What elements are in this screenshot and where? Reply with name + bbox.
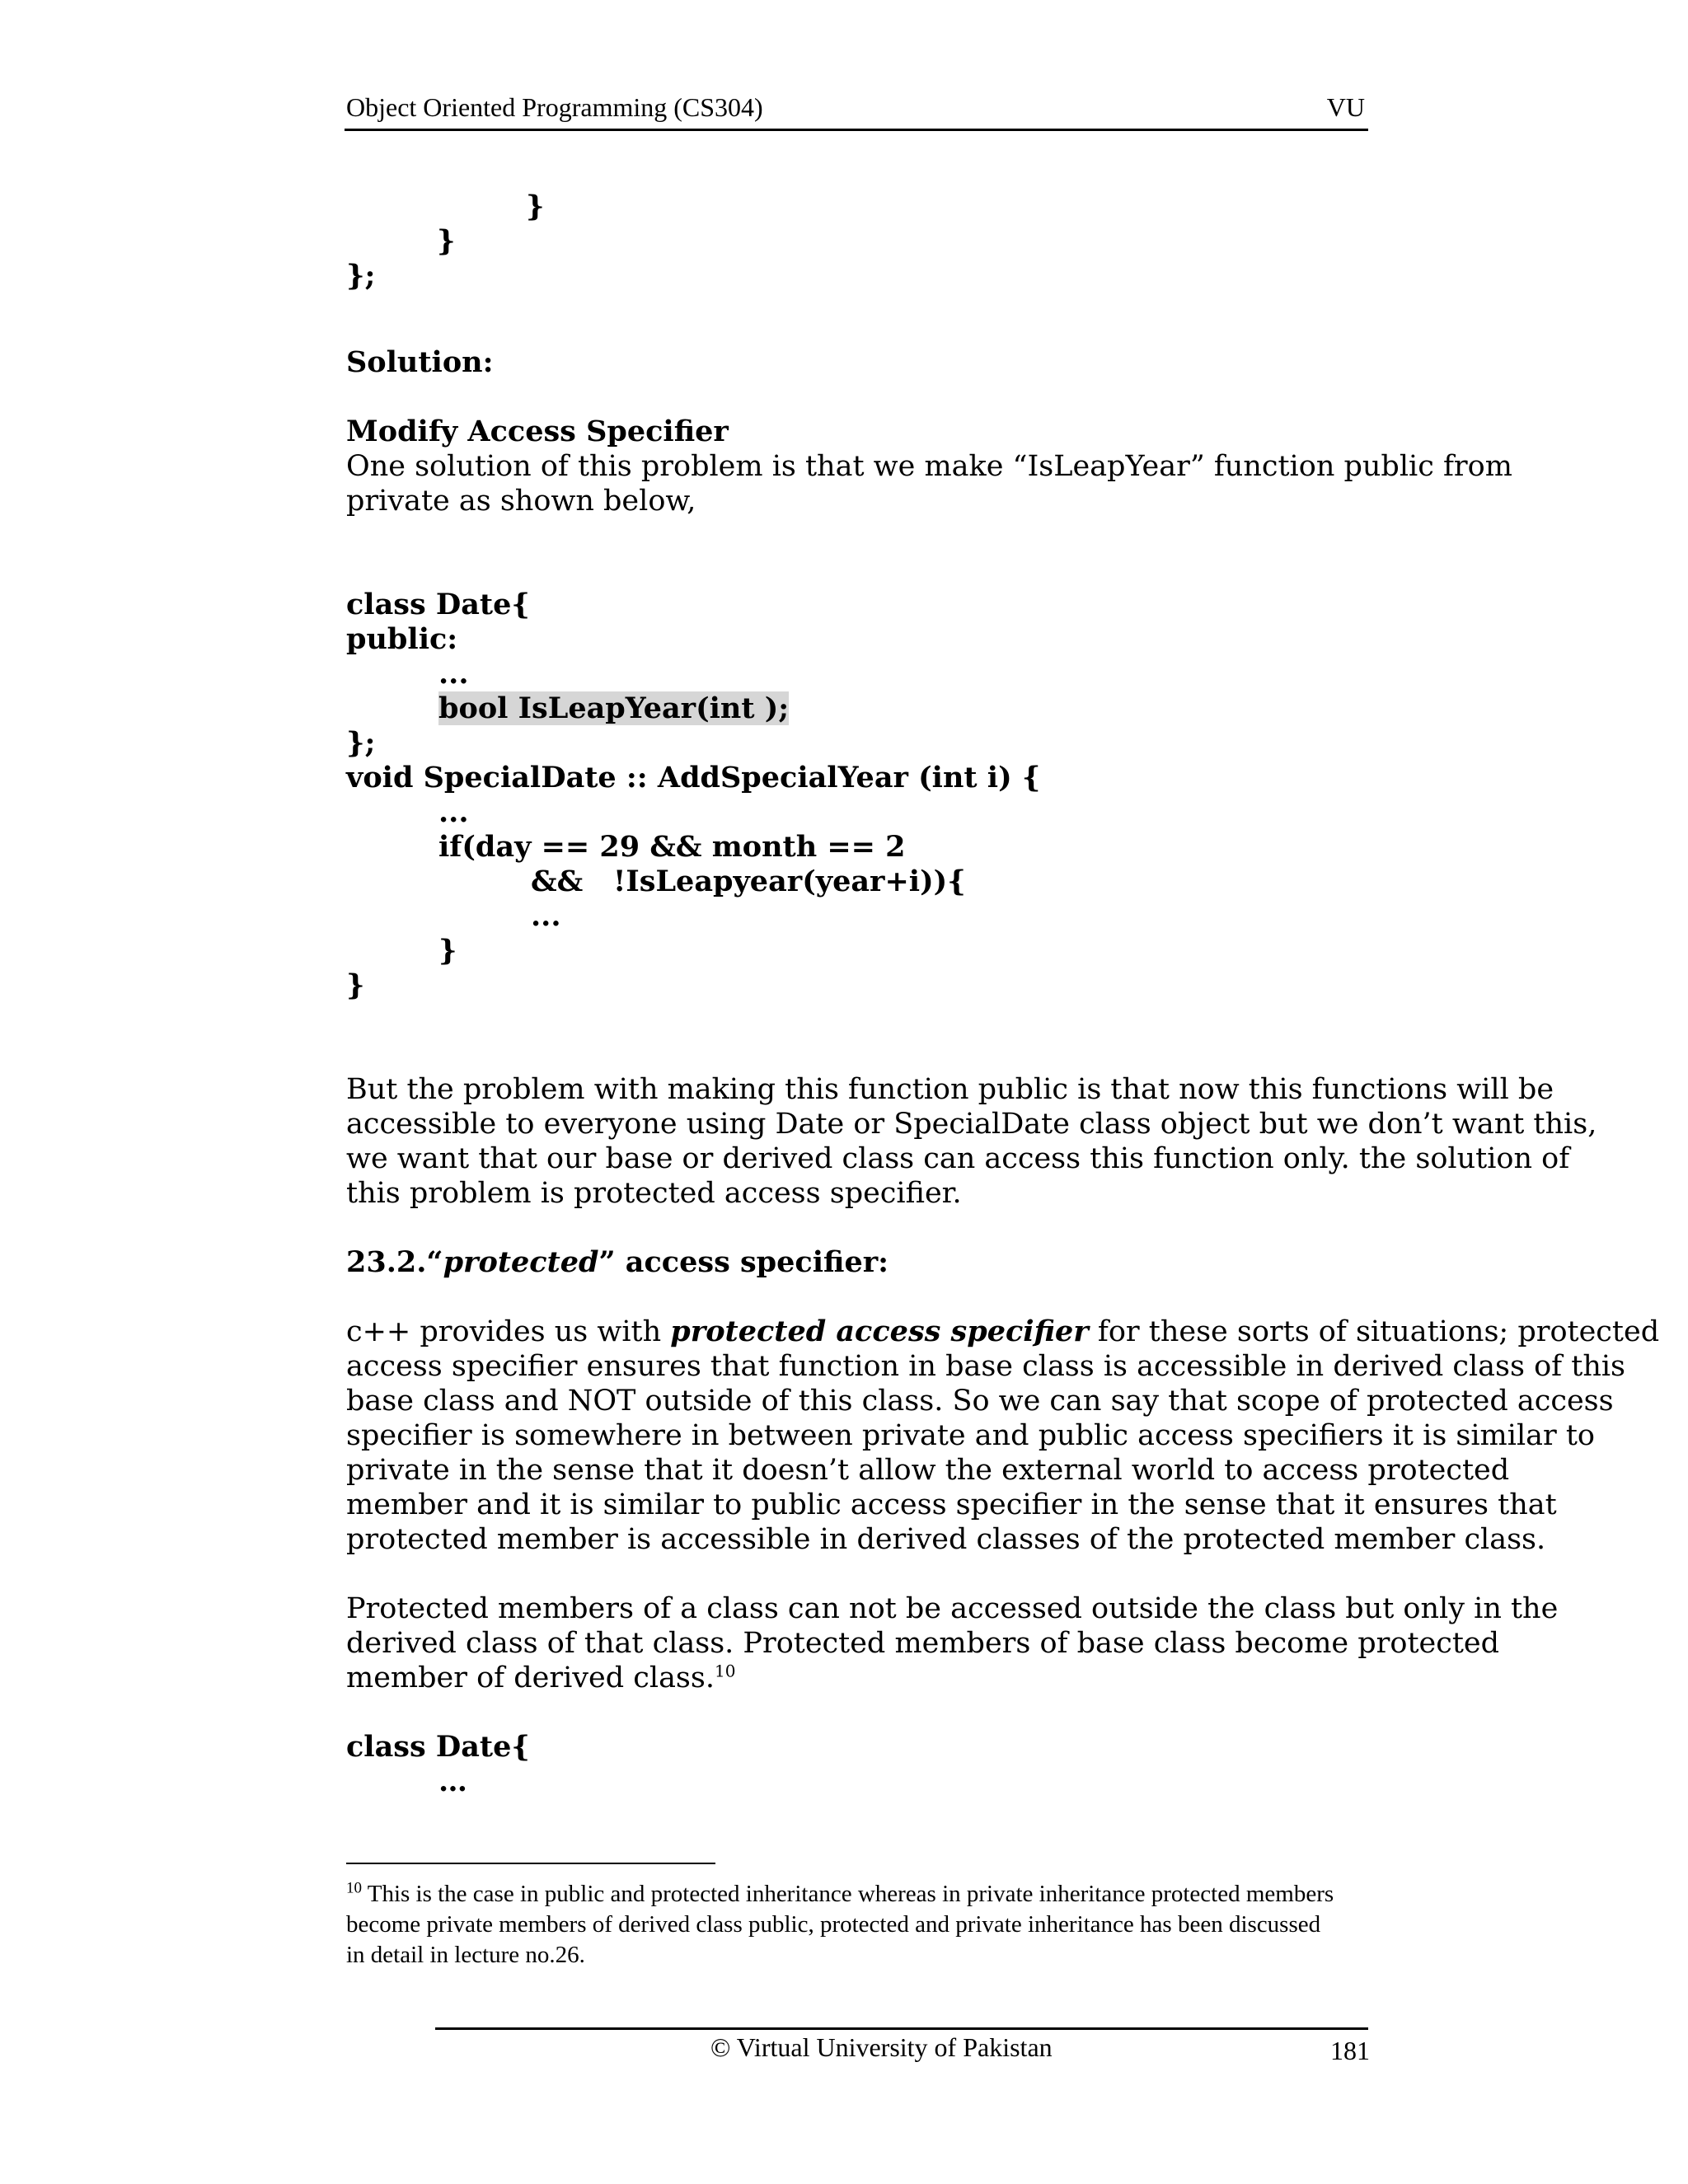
code-line: ... [438,657,469,691]
code-token: !IsLeapyear(year+i)){ [613,865,966,898]
code-line: } [526,190,545,223]
text-run: c++ provides us with [346,1315,671,1348]
section-number: 23.2.“ [346,1245,443,1279]
paragraph-line [346,1315,1660,1349]
paragraph-line: we want that our base or derived class can access this function only. the solution of [346,1142,1570,1175]
code-line: }; [346,726,376,760]
code-line: if(day == 29 && month == 2 [438,830,906,864]
header-title: Object Oriented Programming (CS304) [346,92,763,122]
code-line: } [346,968,365,1002]
text-run: member of derived class. [346,1661,715,1694]
paragraph-line: derived class of that class. Protected members of base class become protected [346,1627,1500,1660]
paragraph-line: this problem is protected access specifier. [346,1177,962,1210]
code-line: ... [438,795,469,829]
footnote-line: become private members of derived class public, protected and private inheritance has been discussed [346,1911,1321,1938]
code-line: class Date{ [346,588,530,621]
highlighted-code: bool IsLeapYear(int ); [438,691,790,725]
code-line: ... [531,899,561,933]
code-line [346,865,1418,899]
footnote-reference[interactable]: 10 [715,1661,736,1681]
paragraph-line: But the problem with making this function public is that now this functions will be [346,1073,1554,1106]
code-token: && [531,865,584,898]
footer-copyright: © Virtual University of Pakistan [710,2032,1053,2062]
footnote-line: in detail in lecture no.26. [346,1942,585,1968]
section-title: ” access specifier: [598,1245,889,1279]
emphasis-text: protected access specifier [670,1315,1089,1348]
text-run: This is the case in public and protected inheritance whereas in private inheritance protected members [362,1881,1334,1907]
text-run: for these sorts of situations; protected [1088,1315,1660,1348]
section-italic: protected [443,1245,599,1279]
footer-separator [435,2027,1368,2030]
page-content [346,190,1660,1799]
code-line: } [437,224,456,258]
footnote [346,1879,1418,1971]
code-line-highlighted [346,691,1418,726]
footnote-separator [346,1863,715,1864]
paragraph-line: private as shown below, [346,485,696,518]
paragraph-line: member and it is similar to public access specifier in the sense that it ensures that [346,1488,1557,1521]
section-heading [346,1245,1418,1280]
footnote-line [346,1879,1418,1910]
paragraph-line: private in the sense that it doesn’t allow the external world to access protected [346,1454,1510,1487]
subheading-modify-access: Modify Access Specifier [346,415,729,448]
paragraph-line: access specifier ensures that function in base class is accessible in derived class of this [346,1350,1626,1383]
code-line: void SpecialDate :: AddSpecialYear (int i) { [346,761,1041,794]
paragraph-line: base class and NOT outside of this class. So we can say that scope of protected access [346,1385,1614,1418]
code-line: … [438,1765,467,1798]
page-number: 181 [1330,2036,1370,2065]
code-line: }; [346,259,376,293]
page-header [345,91,1368,131]
paragraph-line [346,1661,1418,1695]
solution-heading: Solution: [346,345,494,379]
paragraph-line: Protected members of a class can not be accessed outside the class but only in the [346,1592,1559,1625]
code-line: } [438,934,457,968]
paragraph-line: specifier is somewhere in between private and public access specifiers it is similar to [346,1419,1595,1452]
paragraph-line: protected member is accessible in derived classes of the protected member class. [346,1523,1546,1556]
code-line: public: [346,622,458,656]
paragraph-line: One solution of this problem is that we make “IsLeapYear” function public from [346,450,1512,483]
footnote-number: 10 [346,1879,362,1897]
paragraph-line: accessible to everyone using Date or SpecialDate class object but we don’t want this, [346,1108,1597,1141]
code-line: class Date{ [346,1730,530,1764]
header-vu: VU [1326,92,1365,122]
